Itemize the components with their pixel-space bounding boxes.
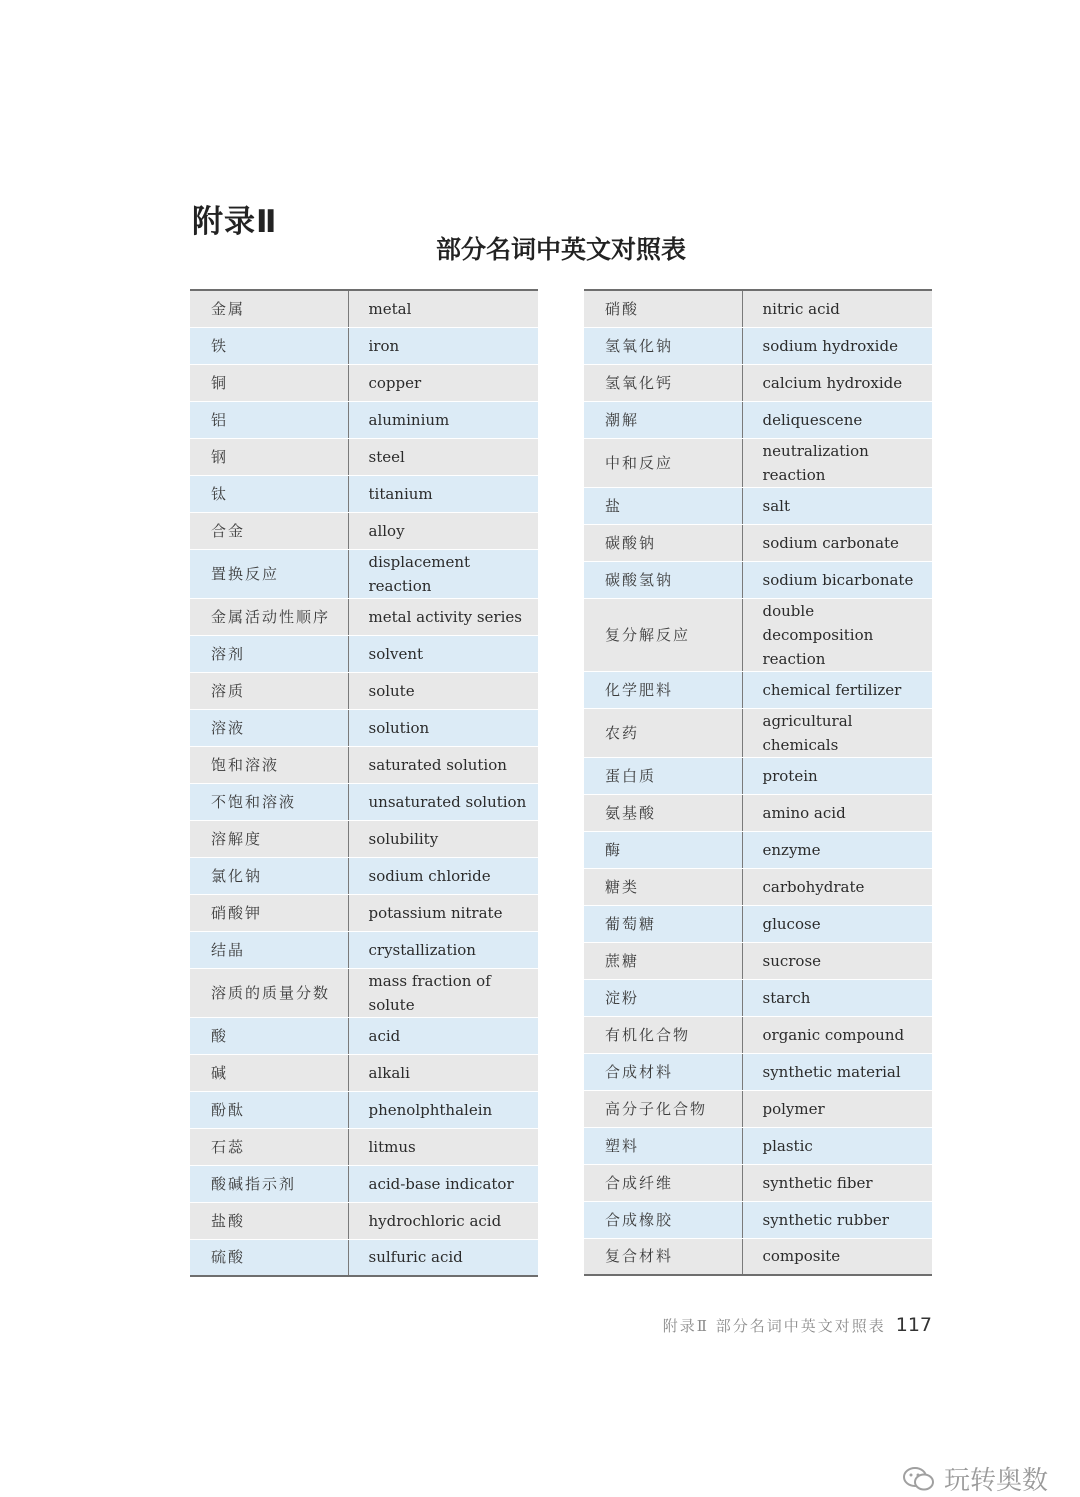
chinese-term: 蔗糖	[584, 942, 742, 979]
chinese-term: 溶解度	[190, 820, 348, 857]
table-row	[584, 1164, 932, 1201]
table-row	[584, 708, 932, 757]
table-row	[190, 290, 538, 327]
english-term: saturated solution	[348, 746, 538, 783]
table-row	[190, 598, 538, 635]
english-term: synthetic rubber	[742, 1201, 932, 1238]
table-row	[190, 364, 538, 401]
english-term: alkali	[348, 1054, 538, 1091]
english-term: synthetic material	[742, 1053, 932, 1090]
chinese-term: 化学肥料	[584, 671, 742, 708]
chinese-term: 合成橡胶	[584, 1201, 742, 1238]
chinese-term: 溶质	[190, 672, 348, 709]
english-term: acid	[348, 1017, 538, 1054]
chinese-term: 饱和溶液	[190, 746, 348, 783]
chinese-term: 铝	[190, 401, 348, 438]
chinese-term: 碳酸钠	[584, 524, 742, 561]
table-row	[584, 671, 932, 708]
chinese-term: 硝酸	[584, 290, 742, 327]
english-term: protein	[742, 757, 932, 794]
english-term: sodium bicarbonate	[742, 561, 932, 598]
table-row	[584, 757, 932, 794]
chinese-term: 盐	[584, 487, 742, 524]
english-term: calcium hydroxide	[742, 364, 932, 401]
chinese-term: 农药	[584, 708, 742, 757]
english-term: aluminium	[348, 401, 538, 438]
table-row	[190, 1054, 538, 1091]
chinese-term: 碳酸氢钠	[584, 561, 742, 598]
running-title: 附录Ⅱ 部分名词中英文对照表	[662, 1317, 886, 1335]
english-term: organic compound	[742, 1016, 932, 1053]
table-row	[190, 549, 538, 598]
watermark-text: 玩转奥数	[943, 1466, 1048, 1496]
table-title: 部分名词中英文对照表	[435, 235, 686, 264]
english-term: double decomposition reaction	[742, 598, 932, 671]
chinese-term: 糖类	[584, 868, 742, 905]
english-term: sulfuric acid	[348, 1239, 538, 1276]
table-row	[190, 783, 538, 820]
table-row	[190, 512, 538, 549]
chinese-term: 有机化合物	[584, 1016, 742, 1053]
chinese-term: 复分解反应	[584, 598, 742, 671]
english-term: iron	[348, 327, 538, 364]
chinese-term: 酚酞	[190, 1091, 348, 1128]
table-row	[584, 524, 932, 561]
table-row	[190, 857, 538, 894]
chinese-term: 结晶	[190, 931, 348, 968]
chinese-term: 酸	[190, 1017, 348, 1054]
table-row	[190, 820, 538, 857]
chinese-term: 合成材料	[584, 1053, 742, 1090]
chinese-term: 硝酸钾	[190, 894, 348, 931]
chinese-term: 不饱和溶液	[190, 783, 348, 820]
english-term: sodium chloride	[348, 857, 538, 894]
chinese-term: 钢	[190, 438, 348, 475]
table-row	[190, 1128, 538, 1165]
table-row	[584, 1201, 932, 1238]
table-row	[190, 438, 538, 475]
english-term: sucrose	[742, 942, 932, 979]
wechat-icon	[902, 1465, 936, 1493]
table-row	[190, 894, 538, 931]
chinese-term: 铁	[190, 327, 348, 364]
table-row	[190, 1165, 538, 1202]
table-row	[190, 475, 538, 512]
chinese-term: 蛋白质	[584, 757, 742, 794]
chinese-term: 氢氧化钠	[584, 327, 742, 364]
table-row	[190, 1202, 538, 1239]
table-row	[584, 1127, 932, 1164]
english-term: sodium carbonate	[742, 524, 932, 561]
chinese-term: 合成纤维	[584, 1164, 742, 1201]
glossary-table-right	[584, 289, 932, 1276]
english-term: nitric acid	[742, 290, 932, 327]
english-term: acid-base indicator	[348, 1165, 538, 1202]
glossary-table-left	[190, 289, 538, 1277]
english-term: composite	[742, 1238, 932, 1275]
chinese-term: 钛	[190, 475, 348, 512]
english-term: starch	[742, 979, 932, 1016]
table-row	[190, 746, 538, 783]
chinese-term: 合金	[190, 512, 348, 549]
chinese-term: 中和反应	[584, 438, 742, 487]
chinese-term: 葡萄糖	[584, 905, 742, 942]
table-row	[584, 1053, 932, 1090]
english-term: solution	[348, 709, 538, 746]
table-row	[584, 290, 932, 327]
table-row	[584, 831, 932, 868]
chinese-term: 金属	[190, 290, 348, 327]
english-term: metal activity series	[348, 598, 538, 635]
english-term: enzyme	[742, 831, 932, 868]
english-term: displacement reaction	[348, 549, 538, 598]
english-term: glucose	[742, 905, 932, 942]
chinese-term: 溶液	[190, 709, 348, 746]
table-row	[190, 327, 538, 364]
english-term: deliquescene	[742, 401, 932, 438]
english-term: phenolphthalein	[348, 1091, 538, 1128]
table-row	[190, 672, 538, 709]
table-row	[584, 487, 932, 524]
english-term: solubility	[348, 820, 538, 857]
english-term: metal	[348, 290, 538, 327]
english-term: agricultural chemicals	[742, 708, 932, 757]
english-term: amino acid	[742, 794, 932, 831]
table-row	[584, 868, 932, 905]
chinese-term: 铜	[190, 364, 348, 401]
table-row	[190, 1017, 538, 1054]
chinese-term: 碱	[190, 1054, 348, 1091]
english-term: salt	[742, 487, 932, 524]
appendix-title: 附录Ⅱ	[192, 204, 278, 240]
english-term: solvent	[348, 635, 538, 672]
table-row	[584, 1090, 932, 1127]
table-row	[190, 1239, 538, 1276]
table-row	[584, 327, 932, 364]
english-term: sodium hydroxide	[742, 327, 932, 364]
chinese-term: 氨基酸	[584, 794, 742, 831]
chinese-term: 溶剂	[190, 635, 348, 672]
table-row	[584, 438, 932, 487]
chinese-term: 塑料	[584, 1127, 742, 1164]
table-row	[584, 942, 932, 979]
english-term: solute	[348, 672, 538, 709]
english-term: chemical fertilizer	[742, 671, 932, 708]
table-row	[190, 635, 538, 672]
chinese-term: 金属活动性顺序	[190, 598, 348, 635]
chinese-term: 盐酸	[190, 1202, 348, 1239]
english-term: unsaturated solution	[348, 783, 538, 820]
chinese-term: 高分子化合物	[584, 1090, 742, 1127]
english-term: alloy	[348, 512, 538, 549]
table-row	[584, 364, 932, 401]
english-term: plastic	[742, 1127, 932, 1164]
chinese-term: 氢氧化钙	[584, 364, 742, 401]
table-row	[584, 598, 932, 671]
chinese-term: 淀粉	[584, 979, 742, 1016]
english-term: titanium	[348, 475, 538, 512]
watermark	[902, 1460, 1048, 1497]
english-term: copper	[348, 364, 538, 401]
english-term: steel	[348, 438, 538, 475]
table-row	[584, 1238, 932, 1275]
table-row	[584, 401, 932, 438]
english-term: potassium nitrate	[348, 894, 538, 931]
english-term: crystallization	[348, 931, 538, 968]
table-row	[190, 968, 538, 1017]
chinese-term: 石蕊	[190, 1128, 348, 1165]
chinese-term: 置换反应	[190, 549, 348, 598]
english-term: mass fraction of solute	[348, 968, 538, 1017]
chinese-term: 硫酸	[190, 1239, 348, 1276]
table-row	[584, 794, 932, 831]
english-term: neutralization reaction	[742, 438, 932, 487]
english-term: hydrochloric acid	[348, 1202, 538, 1239]
english-term: carbohydrate	[742, 868, 932, 905]
chinese-term: 酶	[584, 831, 742, 868]
table-row	[584, 561, 932, 598]
page-number: 117	[895, 1314, 932, 1336]
chinese-term: 氯化钠	[190, 857, 348, 894]
table-row	[584, 905, 932, 942]
page-footer	[663, 1314, 932, 1336]
table-row	[584, 1016, 932, 1053]
table-row	[190, 709, 538, 746]
chinese-term: 溶质的质量分数	[190, 968, 348, 1017]
chinese-term: 酸碱指示剂	[190, 1165, 348, 1202]
english-term: synthetic fiber	[742, 1164, 932, 1201]
table-row	[190, 931, 538, 968]
english-term: litmus	[348, 1128, 538, 1165]
chinese-term: 潮解	[584, 401, 742, 438]
chinese-term: 复合材料	[584, 1238, 742, 1275]
table-row	[584, 979, 932, 1016]
english-term: polymer	[742, 1090, 932, 1127]
table-row	[190, 1091, 538, 1128]
table-row	[190, 401, 538, 438]
